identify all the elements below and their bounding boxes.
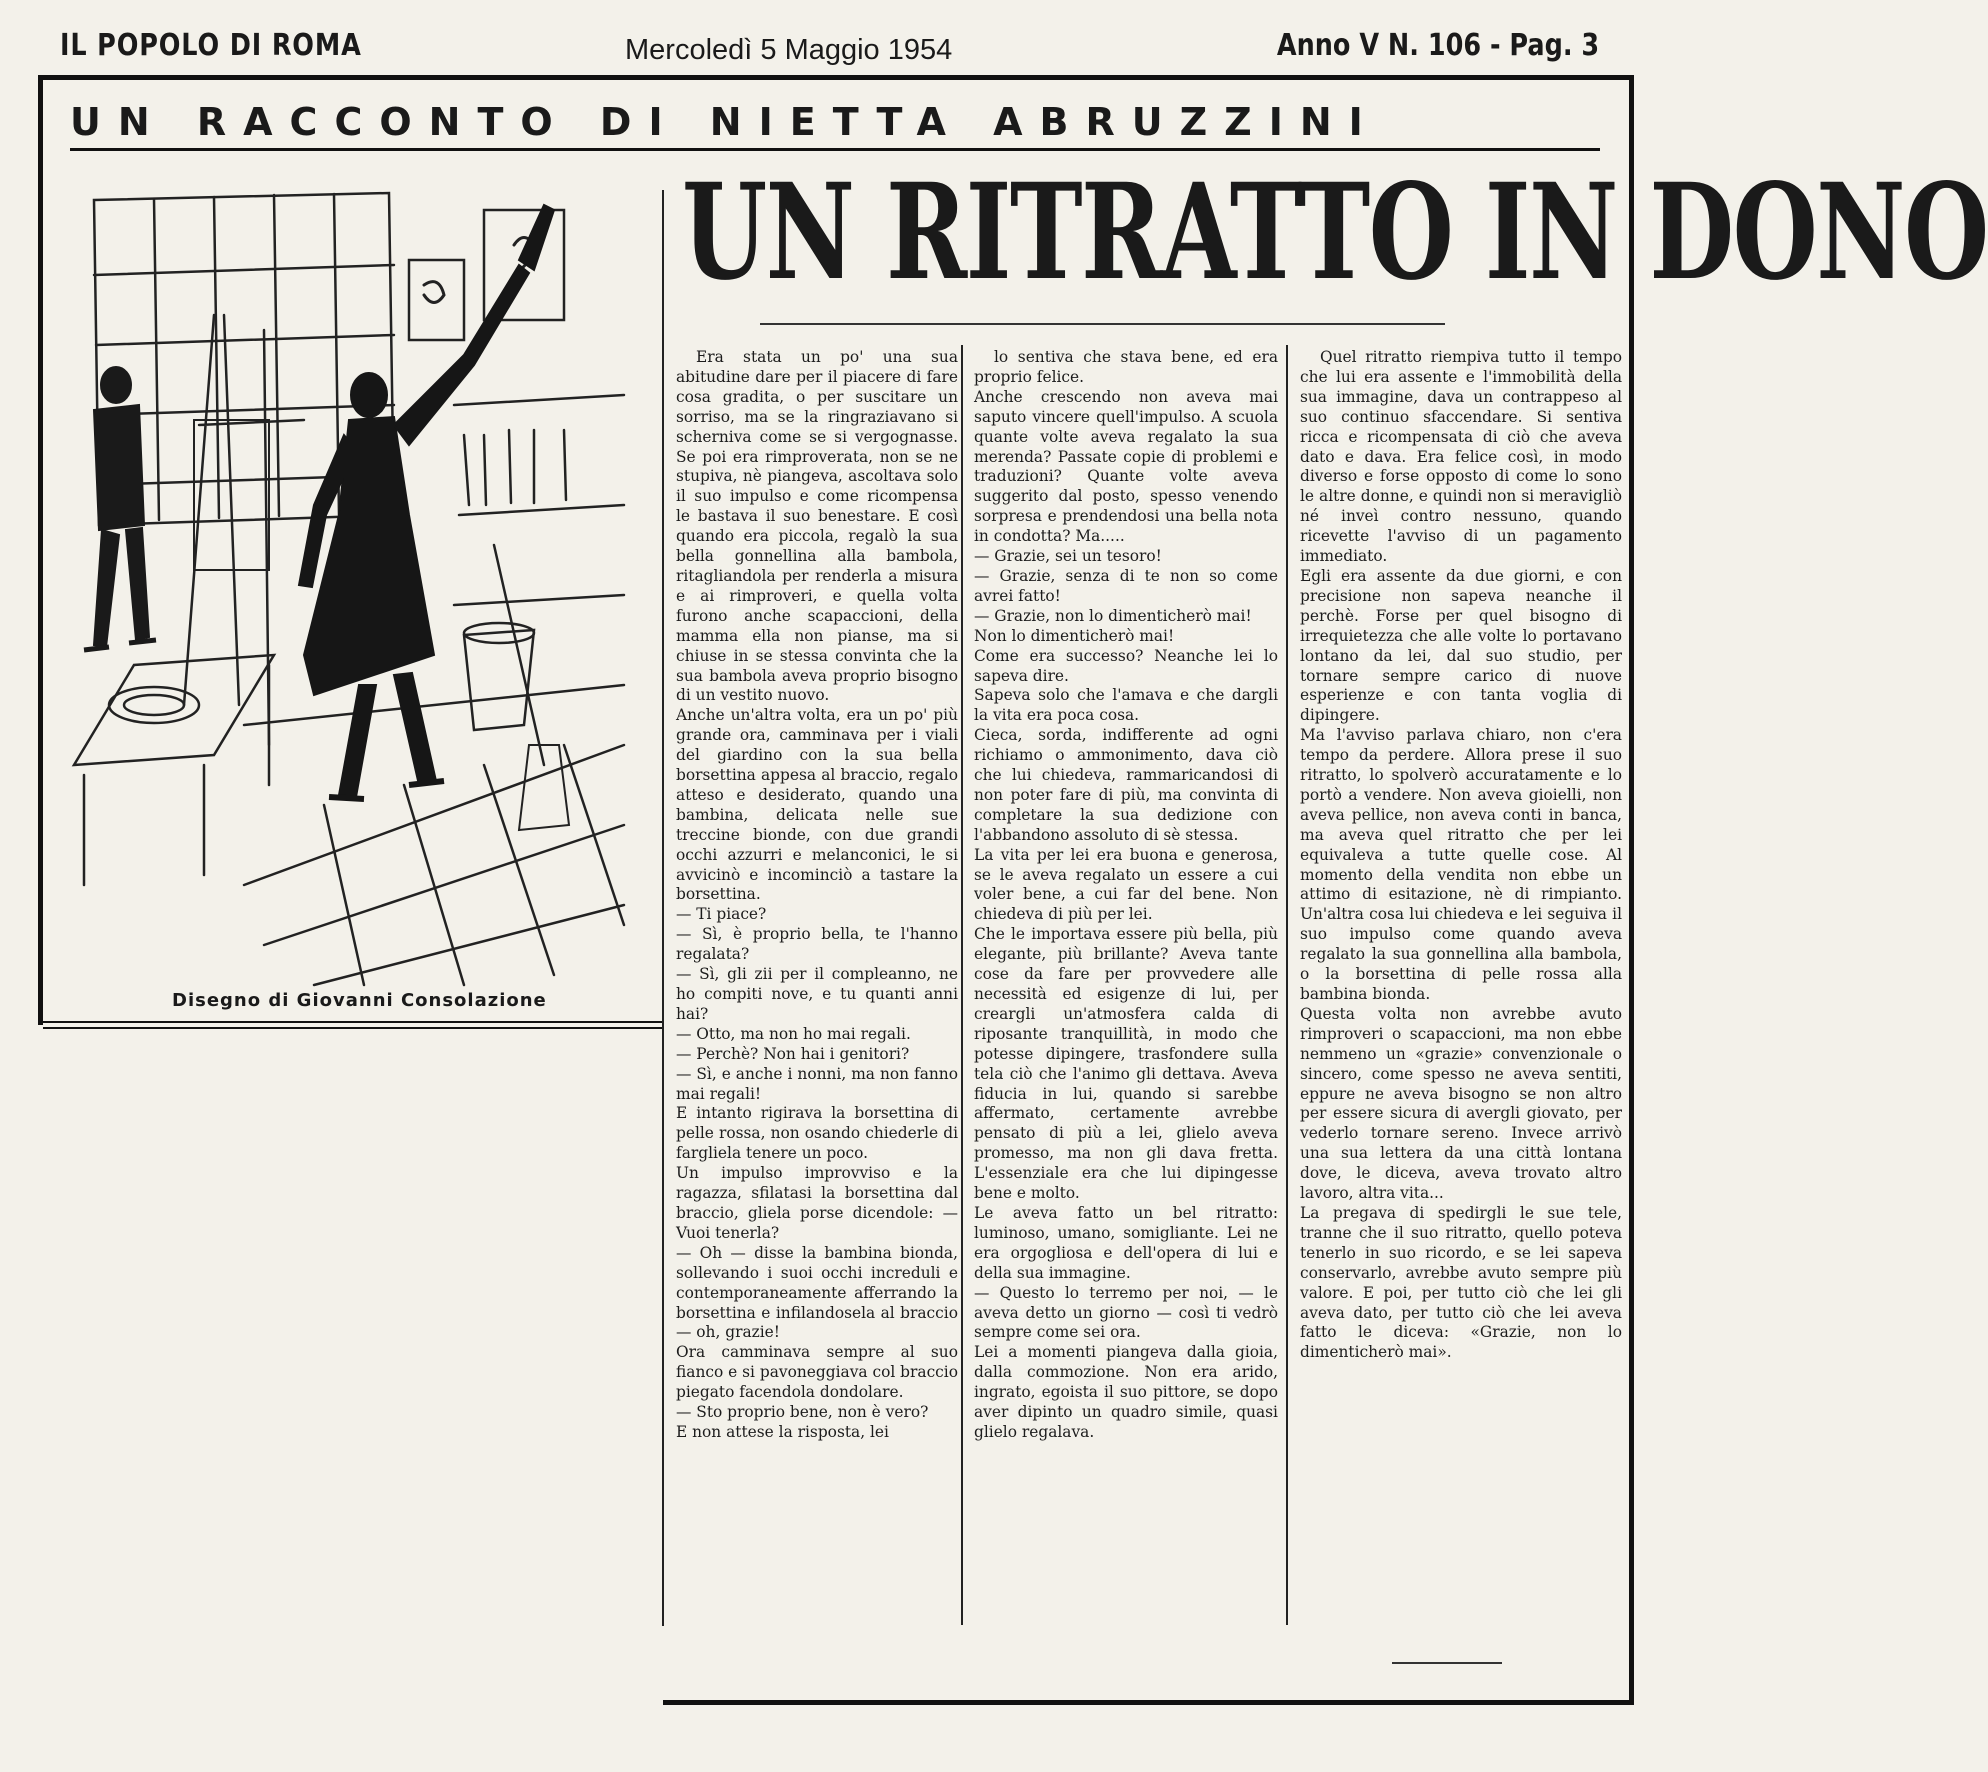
newspaper-name: IL POPOLO DI ROMA (60, 28, 362, 63)
column-text: lo sentiva che stava bene, ed era proprio felice. Anche crescendo non aveva mai saputo vincere quell'impulso. A scuola quante volte aveva regalato la sua merenda? Passate copie di problemi e traduzioni? Quante volte aveva suggerito dal posto, spesso venendo sorpresa e prendendosi una bella nota in condotta? Ma..... — Grazie, sei un tesoro! — Grazie, senza di te non so come avrei fatto! — Grazie, non lo dimenticherò mai! Non lo dimenticherò mai! Come era successo? Neanche lei lo sapeva dire. Sapeva solo che l'amava e che dargli la vita era poca cosa. Cieca, sorda, indifferente ad ogni richiamo o ammonimento, dava ciò che lui chiedeva, rammaricandosi di non poter fare di più, ma convinta di completare la sua dedizione con l'abbandono assoluto di sè stessa. La vita per lei era buona e generosa, se le aveva regalato un essere a cui voler bene, a cui far del bene. Non chiedeva di più per lei. Che le importava essere più bella, più elegante, più brillante? Aveva tante cose da fare per provvedere alle necessità ed esigenze di lui, per creargli un'atmosfera calda di riposante tranquillità, in modo che potesse dipingere, trasfondere sulla tela ciò che l'animo gli dettava. Aveva fiducia in lui, quando si sarebbe affermato, certamente avrebbe pensato di più a lei, glielo aveva promesso, ma non gli dava fretta. L'essenziale era che lui dipingesse bene e molto. Le aveva fatto un bel ritratto: luminoso, umano, somigliante. Lei ne era orgogliosa e dell'opera di lui e della sua immagine. — Questo lo terremo per noi, — le aveva detto un giorno — così ti vedrò sempre come sei ora. Lei a momenti piangeva dalla gioia, dalla commozione. Non era arido, ingrato, egoista il suo pittore, se dopo aver dipinto un quadro simile, quasi glielo regalava. (974, 348, 1278, 1441)
issue-date: Mercoledì 5 Maggio 1954 (625, 34, 953, 66)
frame-border-right (1629, 75, 1634, 1705)
article-column-2 (974, 348, 1278, 1623)
article-end-rule (1392, 1662, 1502, 1664)
column-text: Quel ritratto riempiva tutto il tempo che lui era assente e l'immobilità della sua immagine, dava un contrappeso al suo continuo sfaccendare. Si sentiva ricca e ricompensata di ciò che aveva dato e dava. Era felice così, in modo diverso e forse opposto di come lo sono le altre donne, e quindi non si meravigliò né inveì contro nessuno, quando ricevette l'avviso di un pagamento immediato. Egli era assente da due giorni, e con precisione non sapeva neanche il perchè. Forse per quel bisogno di irrequietezza che alle volte lo portavano lontano da lei, dal suo studio, per tornare sempre carico di nuove esperienze e con tanta voglia di dipingere. Ma l'avviso parlava chiaro, non c'era tempo da perdere. Allora prese il suo ritratto, lo spolverò accuratamente e lo portò a vendere. Non aveva gioielli, non aveva pellice, non aveva conti in banca, ma aveva quel ritratto che per lei equivaleva a tutte quelle cose. Al momento della vendita non ebbe un attimo di esitazione, nè di rimpianto. Un'altra cosa lui chiedeva e lei seguiva il suo impulso come quando aveva regalato la sua gonnellina alla bambola, o la borsettina di pelle rossa alla bambina bionda. Questa volta non avrebbe avuto rimproveri o scapaccioni, ma non ebbe nemmeno un «grazie» convenzionale o sincero, come spesso ne aveva sentiti, eppure ne aveva bisogno se non altro per essere sicura di avergli giovato, per vederlo tornare sereno. Invece arrivò una sua lettera da una città lontana dove, le diceva, aveva trovato altro lavoro, altra vita... La pregava di spedirgli le sue tele, tranne che il suo ritratto, quello poteva tenerlo in suo ricordo, e se lei sapeva conservarlo, avrebbe avuto sempre più valore. E poi, per tutto ciò che lei gli aveva dato, per tutto ciò che lei aveva fatto le diceva: «Grazie, non lo dimenticherò mai». (1300, 348, 1622, 1362)
masthead (0, 0, 1669, 75)
column-divider (1286, 345, 1288, 1625)
article-column-1 (676, 348, 958, 1623)
illustration-rule (43, 1021, 663, 1023)
column-text: Era stata un po' una sua abitudine dare per il piacere di fare cosa gradita, o per suscitare un sorriso, ma se la ringraziavano si scherniva come se si vergognasse. Se poi era rimproverata, non se ne stupiva, nè piangeva, ascoltava solo il suo impulso e come ricompensa le bastava il suo benestare. E così quando era piccola, regalò la sua bella gonnellina alla bambola, ritagliandola per renderla a misura e ai rimproveri, e quella volta furono anche scapaccioni, della mamma ella non pianse, ma si chiuse in se stessa convinta che la sua bambola aveva proprio bisogno di un vestito nuovo. Anche un'altra volta, era un po' più grande ora, camminava per i viali del giardino con la sua bella borsettina appesa al braccio, regalo atteso e desiderato, quando una bambina, delicata nelle sue treccine bionde, con due grandi occhi azzurri e melanconici, le si avvicinò e incominciò a tastare la borsettina. — Ti piace? — Sì, è proprio bella, te l'hanno regalata? — Sì, gli zii per il compleanno, ne ho compiti nove, e tu quanti anni hai? — Otto, ma non ho mai regali. — Perchè? Non hai i genitori? — Sì, e anche i nonni, ma non fanno mai regali! E intanto rigirava la borsettina di pelle rossa, non osando chiederle di fargliela tenere un poco. Un impulso improvviso e la ragazza, sfilatasi la borsettina dal braccio, gliela porse dicendole: — Vuoi tenerla? — Oh — disse la bambina bionda, sollevando i suoi occhi increduli e contemporaneamente afferrando la borsettina e infilandosela al braccio — oh, grazie! Ora camminava sempre al suo fianco e si pavoneggiava col braccio piegato facendola dondolare. — Sto proprio bene, non è vero? E non attese la risposta, lei (676, 348, 958, 1441)
column-divider (662, 190, 664, 1626)
headline-rule (760, 323, 1445, 325)
illustration-rule-double (43, 1027, 663, 1029)
illustration (64, 185, 654, 985)
article-headline: UN RITRATTO IN DONO (682, 155, 1988, 310)
frame-border-bottom (663, 1700, 1634, 1705)
article-column-3 (1300, 348, 1622, 1658)
frame-border-top (38, 75, 1634, 80)
illustration-caption: Disegno di Giovanni Consolazione (172, 990, 547, 1011)
issue-number: Anno V N. 106 - Pag. 3 (1276, 28, 1599, 63)
frame-border-left (38, 75, 43, 1025)
column-divider (961, 345, 963, 1625)
article-kicker: UN RACCONTO DI NIETTA ABRUZZINI (70, 100, 1380, 144)
